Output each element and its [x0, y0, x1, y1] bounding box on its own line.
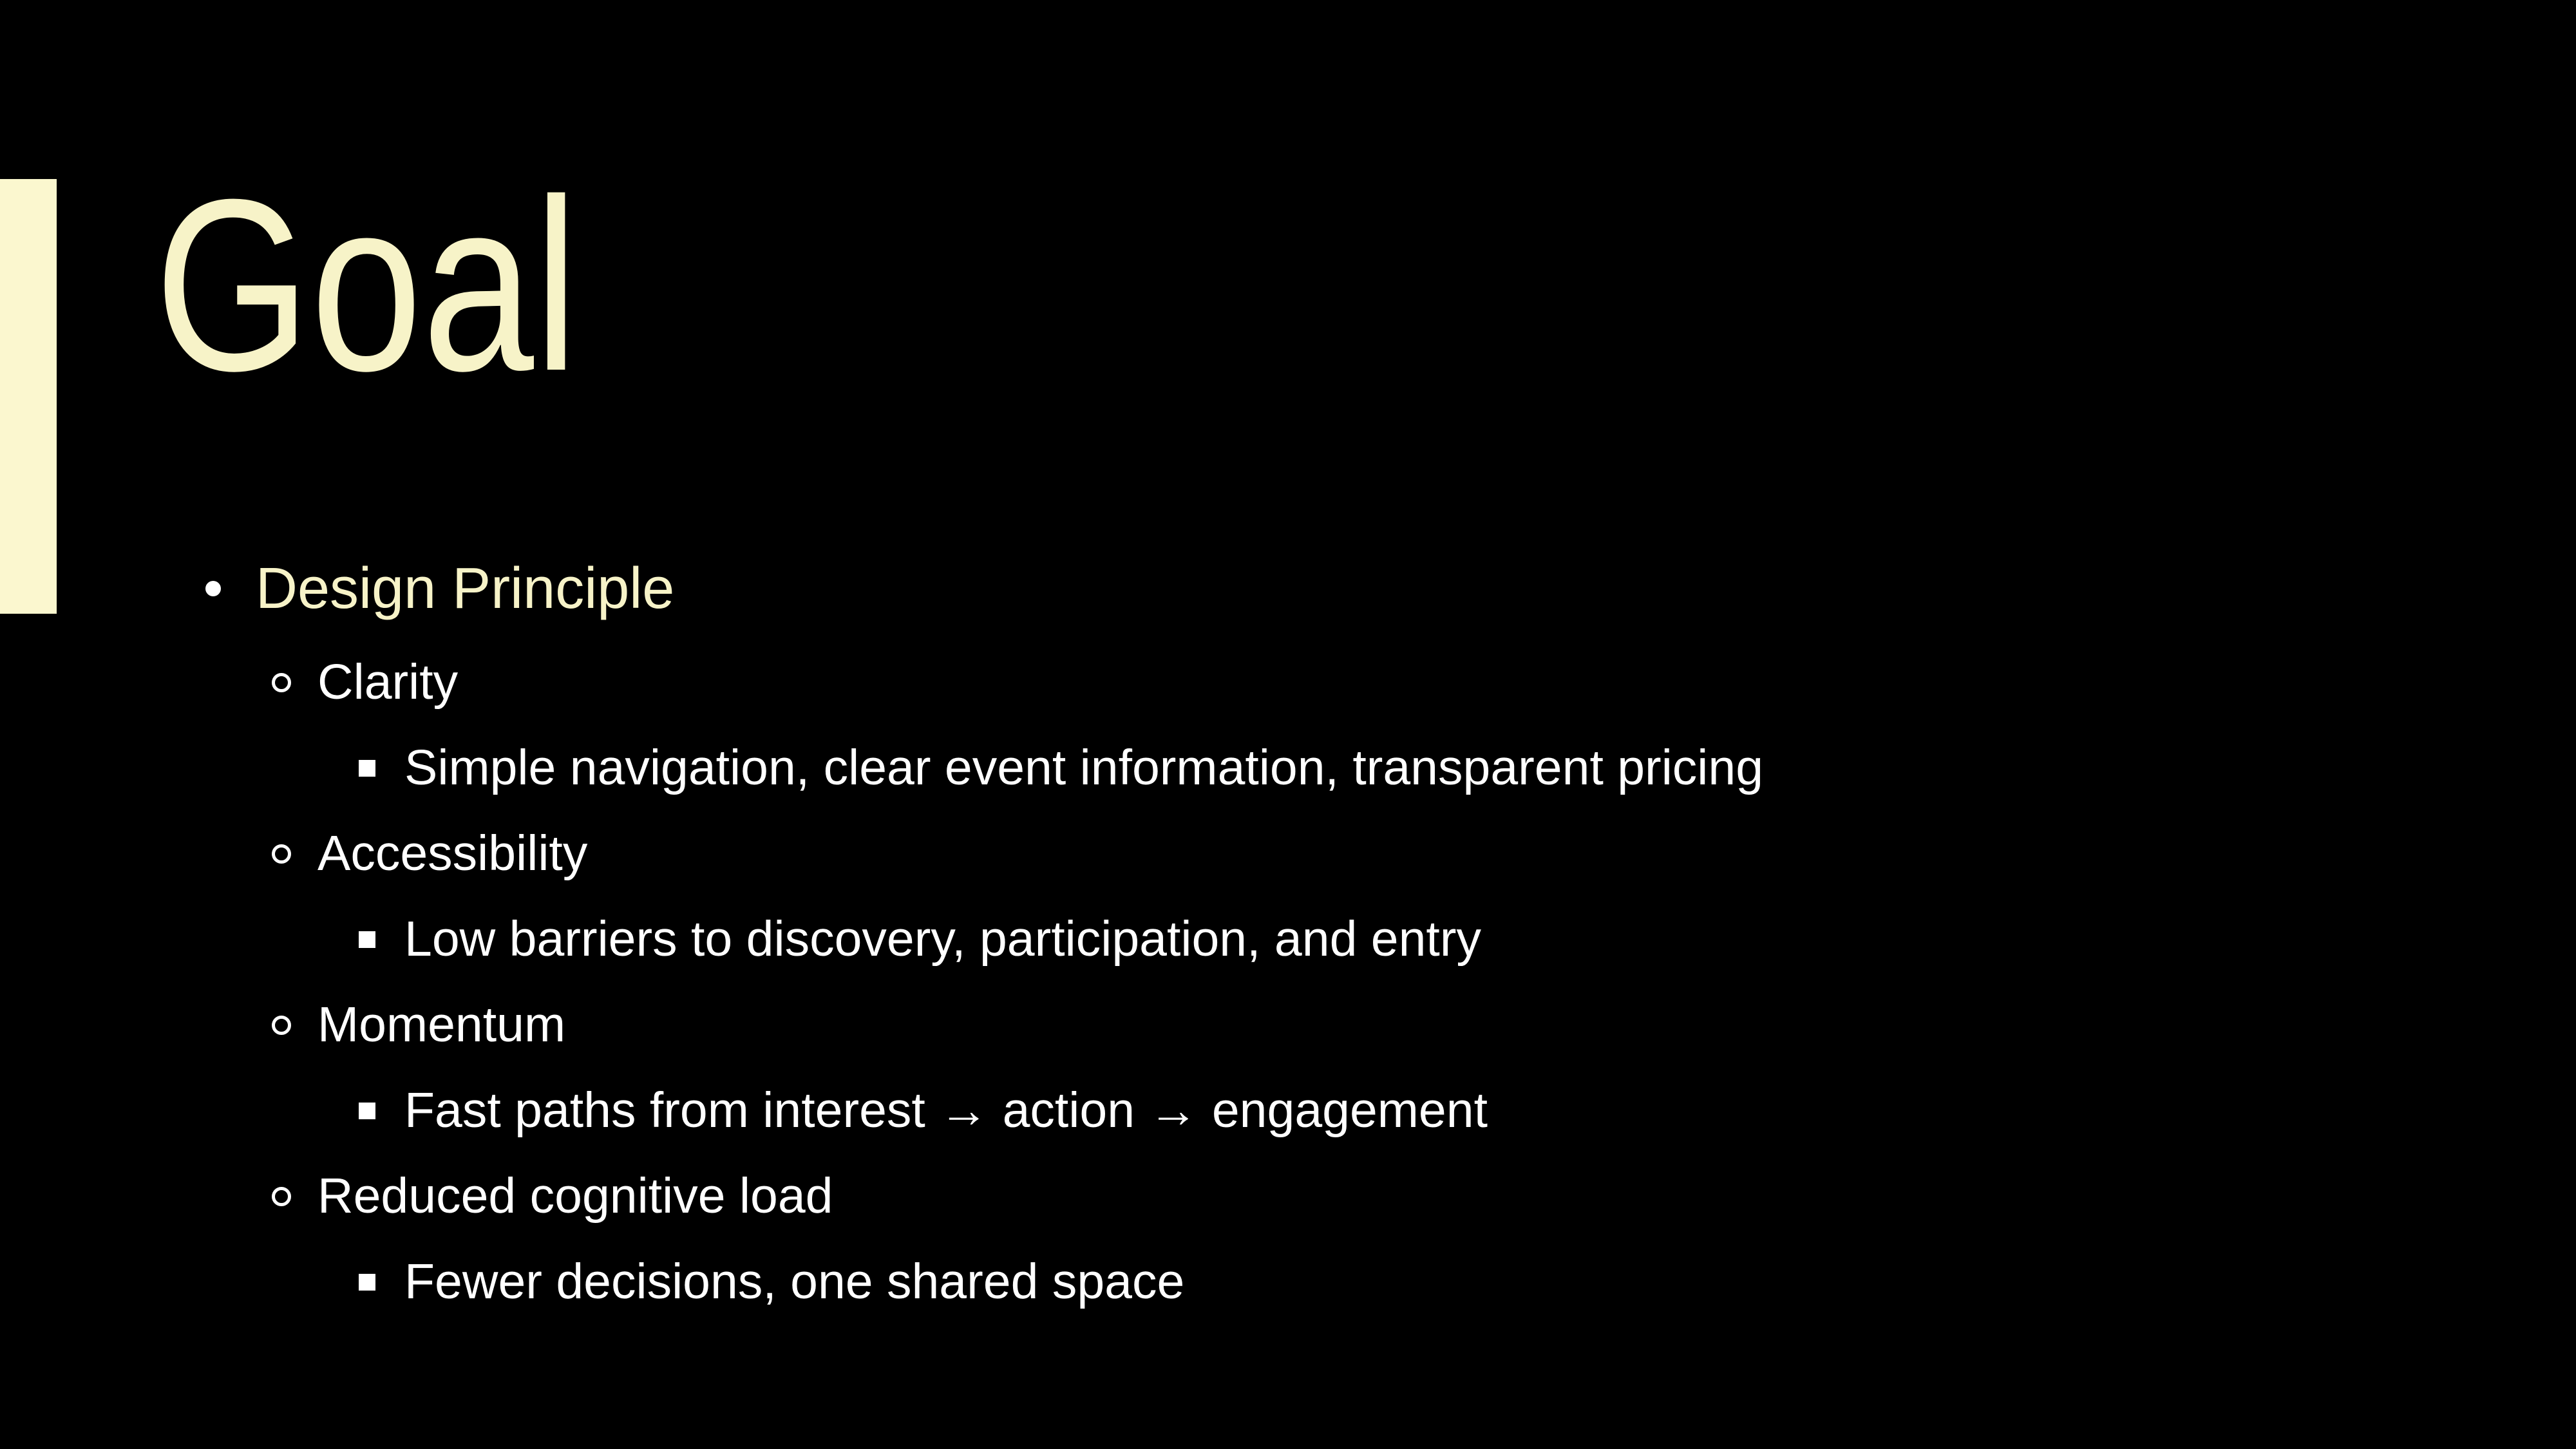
square-bullet-icon: [359, 1103, 375, 1119]
list-item: [0, 1083, 2576, 1138]
circle-bullet-icon: [272, 1016, 291, 1035]
square-bullet-icon: [359, 931, 375, 948]
list-item-text: Fast paths from interest → action → engagement: [404, 1083, 1488, 1138]
circle-bullet-icon: [272, 673, 291, 692]
list-item: [0, 911, 2576, 967]
list-item-text: Momentum: [317, 997, 566, 1052]
list-item-text: Fewer decisions, one shared space: [404, 1254, 1185, 1309]
square-bullet-icon: [359, 760, 375, 777]
list-item: [0, 1168, 2576, 1224]
list-item: [0, 654, 2576, 710]
list-item-text: Reduced cognitive load: [317, 1168, 833, 1224]
list-item: [0, 1254, 2576, 1309]
list-item: [0, 556, 2576, 621]
square-bullet-icon: [359, 1274, 375, 1291]
circle-bullet-icon: [272, 1187, 291, 1206]
list-item-text: Clarity: [317, 654, 459, 710]
circle-bullet-icon: [272, 844, 291, 864]
list-item-text: Low barriers to discovery, participation, and entry: [404, 911, 1481, 967]
slide-title-text: Goal: [155, 148, 579, 422]
list-item: [0, 997, 2576, 1052]
list-item-text: Simple navigation, clear event information, transparent pricing: [404, 740, 1764, 795]
list-item-text: Design Principle: [256, 556, 675, 621]
slide-title: [155, 148, 672, 422]
disc-bullet-icon: [205, 581, 221, 596]
list-item: [0, 826, 2576, 881]
list-item: [0, 740, 2576, 795]
accent-bar: [0, 179, 57, 614]
list-item-text: Accessibility: [317, 826, 588, 881]
